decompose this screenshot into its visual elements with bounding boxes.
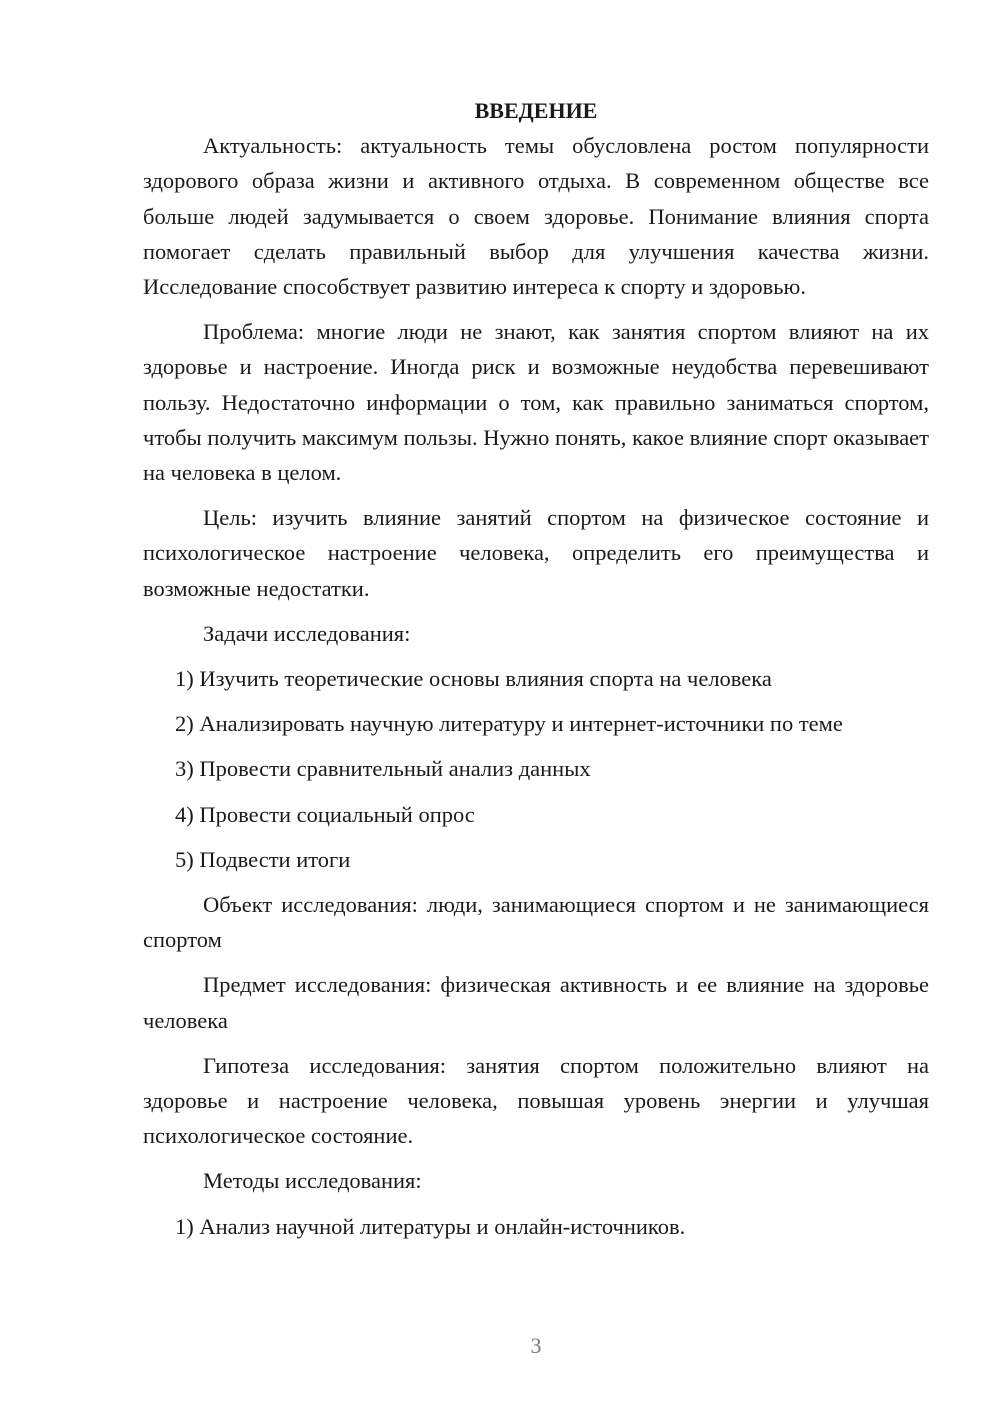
methods-list [143, 1209, 929, 1244]
list-item: 4) Провести социальный опрос [175, 801, 475, 827]
goal-paragraph: Цель: изучить влияние занятий спортом на физическое состояние и психологическое настроение человека, определить его преимущества и возможные недостатки. [143, 505, 929, 601]
problem-paragraph: Проблема: многие люди не знают, как занятия спортом влияют на их здоровье и настроение. Иногда риск и возможные неудобства перевешивают пользу. Недостаточно информации о том, как правильно заниматься спортом, чтобы получить максимум пользы. Нужно понять, какое влияние спорт оказывает на человека в целом. [143, 319, 929, 486]
methods-heading: Методы исследования: [203, 1168, 422, 1194]
relevance-paragraph: Актуальность: актуальность темы обусловлена ростом популярности здорового образа жизни и активного отдыха. В современном обществе все больше людей задумывается о своем здоровье. Понимание влияния спорта помогает сделать правильный выбор для улучшения качества жизни. Исследование способствует развитию интереса к спорту и здоровью. [143, 133, 929, 300]
list-item: 3) Провести сравнительный анализ данных [175, 756, 591, 782]
list-item: 2) Анализировать научную литературу и интернет-источники по теме [175, 711, 843, 737]
list-item: 1) Изучить теоретические основы влияния спорта на человека [175, 666, 772, 692]
tasks-heading: Задачи исследования: [203, 620, 411, 646]
hypothesis-paragraph: Гипотеза исследования: занятия спортом положительно влияют на здоровье и настроение человека, повышая уровень энергии и улучшая психологическое состояние. [143, 1052, 929, 1149]
list-item: 5) Подвести итоги [175, 846, 351, 872]
subject-paragraph: Предмет исследования: физическая активность и ее влияние на здоровье человека [143, 972, 929, 1033]
page-number: 3 [530, 1333, 542, 1358]
tasks-list [143, 661, 929, 877]
page-content [143, 93, 929, 1244]
object-paragraph: Объект исследования: люди, занимающиеся спортом и не занимающиеся спортом [143, 892, 929, 953]
page-title: ВВЕДЕНИЕ [474, 98, 598, 123]
list-item: 1) Анализ научной литературы и онлайн-источников. [175, 1213, 686, 1239]
